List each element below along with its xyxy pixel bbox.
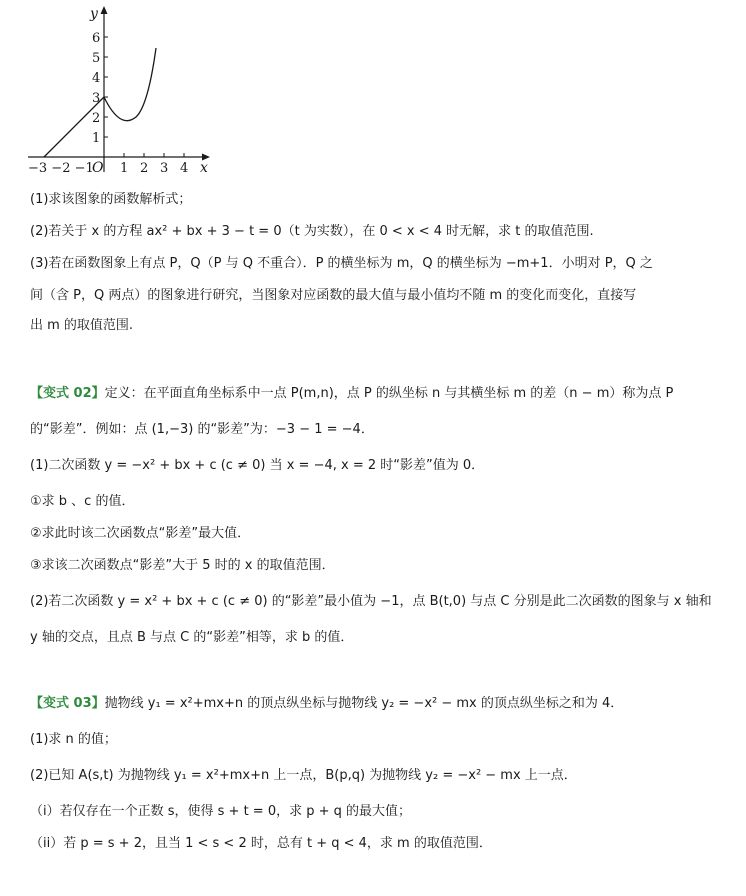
variant-02-question-2-line-1: (2)若二次函数 y = x² + bx + c (c ≠ 0) 的“影差”最小值为 −1，点 B(t,0) 与点 C 分别是此二次函数的图象与 x 轴和	[30, 594, 712, 609]
part1-question-2: (2)若关于 x 的方程 ax² + bx + 3 − t = 0（t 为实数），在 0 < x < 4 时无解，求 t 的取值范围.	[30, 224, 594, 239]
variant-03-question-1: (1)求 n 的值；	[30, 732, 117, 747]
function-graph	[20, 0, 220, 180]
y-axis-arrow	[101, 6, 108, 14]
x-tick-2: 2	[140, 161, 149, 176]
variant-03-question-2: (2)已知 A(s,t) 为抛物线 y₁ = x²+mx+n 上一点，B(p,q) 为抛物线 y₂ = −x² − mx 上一点．	[30, 768, 577, 783]
y-tick-4: 4	[92, 71, 101, 86]
variant-03-statement: 抛物线 y₁ = x²+mx+n 的顶点纵坐标与抛物线 y₂ = −x² − mx 的顶点纵坐标之和为 4．	[104, 696, 624, 711]
variant-02-definition: 定义：在平面直角坐标系中一点 P(m,n)，点 P 的纵坐标 n 与其横坐标 m 的差（n − m）称为点 P	[104, 386, 674, 401]
part1-question-1: (1)求该图象的函数解析式；	[30, 192, 192, 207]
y-axis-label: y	[90, 6, 98, 22]
variant-03-intro	[30, 694, 623, 714]
variant-02-example: 的“影差”．例如：点 (1,−3) 的“影差”为：−3 − 1 = −4．	[30, 422, 374, 437]
graph-line-segment	[44, 97, 104, 157]
y-tick-5: 5	[92, 51, 101, 66]
variant-03-tag: 【变式 03】	[30, 696, 105, 711]
variant-02-question-1: (1)二次函数 y = −x² + bx + c (c ≠ 0) 当 x = −4, x = 2 时“影差”值为 0．	[30, 458, 485, 473]
y-tick-3: 3	[92, 91, 101, 106]
y-tick-6: 6	[92, 31, 101, 46]
variant-02-sub-2: ②求此时该二次函数点“影差”最大值．	[30, 526, 251, 541]
variant-03-sub-ii: （ii）若 p = s + 2，且当 1 < s < 2 时，总有 t + q < 4，求 m 的取值范围．	[30, 836, 492, 851]
variant-03-sub-i: （i）若仅存在一个正数 s，使得 s + t = 0，求 p + q 的最大值；	[30, 804, 412, 819]
variant-02-question-2-line-2: y 轴的交点，且点 B 与点 C 的“影差”相等，求 b 的值．	[30, 630, 354, 645]
variant-02-sub-1: ①求 b 、c 的值．	[30, 494, 135, 509]
x-axis-label: x	[200, 160, 208, 176]
variant-02-intro	[30, 384, 673, 404]
origin-label: O	[92, 160, 104, 176]
y-tick-1: 1	[92, 131, 101, 146]
y-tick-2: 2	[92, 111, 101, 126]
x-tick-1: 1	[120, 161, 129, 176]
part1-question-3-line-2: 间（含 P，Q 两点）的图象进行研究，当图象对应函数的最大值与最小值均不随 m 的变化而变化，直接写	[30, 288, 637, 303]
variant-02-sub-3: ③求该二次函数点“影差”大于 5 时的 x 的取值范围．	[30, 558, 335, 573]
x-tick-3: 3	[160, 161, 169, 176]
variant-02-tag: 【变式 02】	[30, 386, 105, 401]
x-ticks-negative: −3 −2 −1	[28, 161, 94, 176]
graph-parabola	[104, 48, 156, 121]
part1-question-3-line-1: (3)若在函数图象上有点 P，Q（P 与 Q 不重合）．P 的横坐标为 m，Q 的横坐标为 −m+1．小明对 P，Q 之	[30, 256, 653, 271]
part1-question-3-line-3: 出 m 的取值范围.	[30, 318, 134, 333]
x-tick-4: 4	[180, 161, 189, 176]
